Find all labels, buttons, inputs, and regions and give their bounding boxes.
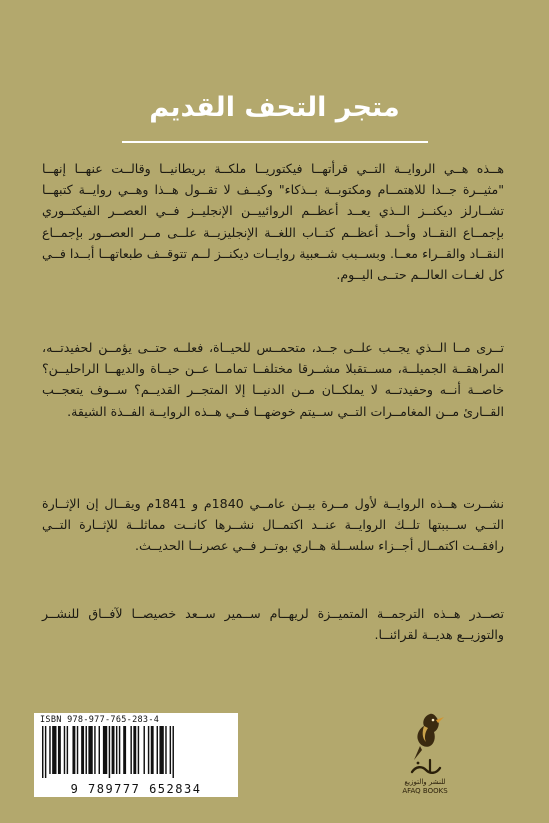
isbn-label: ISBN 978-977-765-283-4 (40, 715, 160, 725)
barcode-bar (58, 726, 61, 774)
paragraph-3: نشــرت هــذه الروايــة لأول مــرة بيــن عامــي 1840م و 1841م ويقــال إن الإثــارة التــي ســببتها تلــك الروايــة عنــد اكتمــال نشــرها كانــت مماثلــة للإثــارة التــي رافقــت اكتمــال أجــزاء سلســلة هــاري بوتــر فــي عصرنــا الحديــث. (42, 496, 504, 554)
barcode-bar (72, 726, 75, 774)
barcode-bar (94, 726, 95, 774)
barcode-bar (119, 726, 120, 774)
barcode-bar (144, 726, 145, 774)
barcode-bar (123, 726, 126, 774)
barcode-bar (99, 726, 100, 774)
barcode-bar (45, 726, 46, 778)
barcode-bar (159, 726, 163, 774)
publisher-logo-text (400, 778, 450, 796)
barcode-bar (88, 726, 92, 774)
title-divider (122, 141, 428, 143)
barcode-bar (133, 726, 136, 774)
barcode-bar (86, 726, 87, 774)
publisher-en-label: AFAQ BOOKS (402, 787, 448, 795)
barcode-bar (130, 726, 131, 774)
publisher-sub-label: للنشر والتوزيع (404, 778, 446, 786)
barcode-bar (67, 726, 68, 774)
barcode-bar (170, 726, 171, 774)
barcode-bar (151, 726, 154, 774)
book-title: متجر التحف القديم (149, 92, 400, 123)
paragraph-1: هــذه هــي الروايــة التــي قرأتهــا فيكتوريــا ملكــة بريطانيــا وقالــت عنهــا إنهــا "مثيــرة جــدا للاهتمــام ومكتوبــة بــذكاء" وكيــف لا تقــول هــذا وهــي روايــة كتبهــا تشــارلز ديكنــز الــذي يعــد أعظــم الروائييــن الإنجليــز فــي العصــر الفيكتــوري بإجمــاع النقــاد وأحــد أعظــم كتــاب اللغــة الإنجليزيــة علــى مــر العصــور بإجمــاع النقــاد والقــراء معــا. وبســبب شــعبية روايــات ديكنــز لــم تتوقــف طبعاتهــا أبــدا فــي كل لغــات العالــم حتــى اليــوم. (42, 161, 504, 283)
paragraph-4: تصــدر هــذه الترجمــة المتميــزة لريهــام ســمير ســعد خصيصــا لآفــاق للنشــر والتوزيــع هديــة لقرائنــا. (42, 606, 504, 643)
barcode-bar (64, 726, 65, 774)
barcode-bar (112, 726, 115, 774)
barcode-bar (109, 726, 110, 778)
barcode-number: 9 789777 652834 (70, 782, 202, 796)
barcode-bar (148, 726, 149, 774)
barcode-bar (165, 726, 166, 774)
barcode-bar (42, 726, 43, 778)
barcode-bar (81, 726, 84, 774)
barcode-bar (173, 726, 174, 778)
barcode-bar (157, 726, 158, 774)
paragraph-2: تــرى مــا الــذي يجــب علــى جــد، متحمــس للحيــاة، فعلــه حتــى يؤمــن لحفيدتــه، المراهقــة الجميلــة، مســتقبلا مشــرقا مختلفــا تمامــا عــن حيــاة والديهــا الراحليــن؟ خاصــة أنــه وحفيدتــه لا يملكــان مــن الدنيــا إلا المتجــر القديــم؟ ســوف يتعجــب القــارئ مــن المغامــرات التــي ســيتم خوضهــا فــي هــذه الروايــة الفــذة الشيقة. (42, 340, 504, 419)
barcode-bar (116, 726, 117, 774)
barcode-bar (49, 726, 50, 774)
barcode-bar (103, 726, 107, 774)
barcode-bar (77, 726, 78, 774)
isbn-barcode (34, 713, 238, 797)
barcode-bar (138, 726, 139, 774)
barcode-bar (52, 726, 56, 774)
barcode-bars (40, 726, 232, 778)
